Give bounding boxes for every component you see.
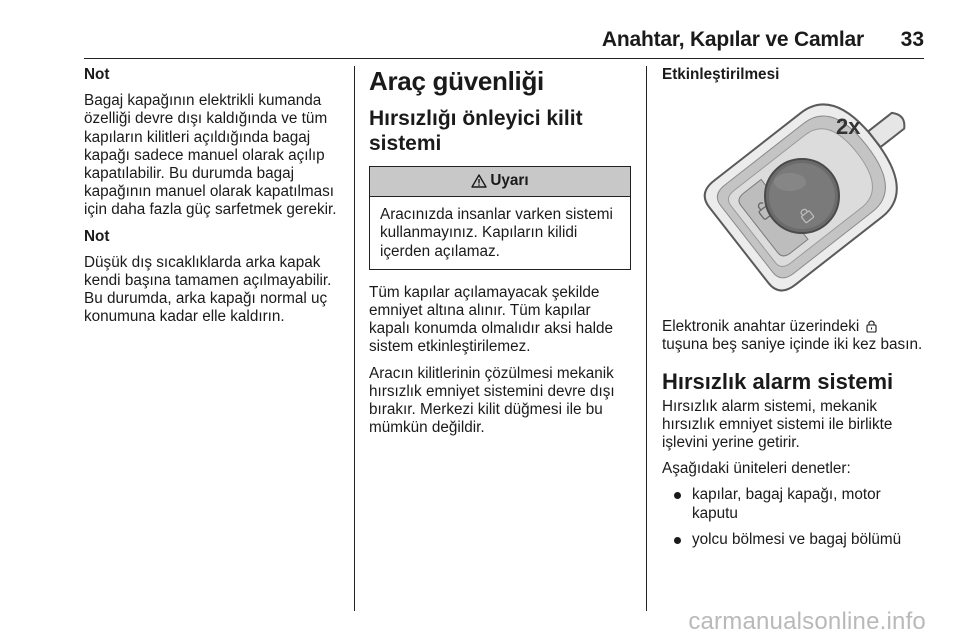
body-paragraph: Aracın kilitlerinin çözülmesi mekanik hırsızlık emniyet sistemini devre dışı bırakır. Merkezi kilit düğmesi ile bu mümkün değildir.: [369, 364, 615, 437]
note-block-1: [84, 66, 346, 220]
list-item-text: yolcu bölmesi ve bagaj bölümü: [692, 530, 902, 548]
activation-text-part1: Elektronik anahtar üzerindeki: [662, 318, 860, 336]
electronic-key-illustration: [664, 92, 922, 304]
warning-text: Aracınızda insanlar varken sistemi kullanmayınız. Kapıların kilidi içerden açılamaz.: [380, 206, 613, 260]
note-heading: Not: [84, 227, 110, 245]
press-count-label: 2x: [836, 114, 861, 140]
body-paragraph: Hırsızlık alarm sistemi, mekanik hırsızlık emniyet sistemi ile birlikte işlevini yerine getirir.: [662, 397, 893, 452]
warning-triangle-icon: [471, 174, 487, 188]
column-1: [84, 66, 346, 335]
column-3: [662, 66, 926, 557]
monitored-units-list: [662, 486, 926, 549]
list-item-text: kapılar, bagaj kapağı, motor kaputu: [692, 486, 881, 522]
column-divider-2: [646, 66, 647, 611]
list-item: [662, 486, 926, 522]
warning-box: [369, 166, 631, 270]
column-divider-1: [354, 66, 355, 611]
watermark: carmanualsonline.info: [688, 608, 926, 635]
note-block-2: [84, 228, 346, 327]
list-item: [662, 531, 926, 549]
warning-heading: Uyarı: [490, 172, 529, 189]
note-heading: Not: [84, 66, 110, 83]
bullet-icon: [674, 492, 681, 499]
section-title: Araç güvenliği: [369, 66, 544, 96]
note-text: Düşük dış sıcaklıklarda arka kapak kendi başına tamamen açılmayabilir. Bu durumda, arka kapağı normal uç konumuna kadar elle kaldırın.: [84, 253, 332, 326]
page-header-title: Anahtar, Kapılar ve Camlar: [601, 28, 864, 51]
body-paragraph: Aşağıdaki üniteleri denetler:: [662, 460, 851, 478]
body-paragraph: Tüm kapılar açılamayacak şekilde emniyet altına alınır. Tüm kapılar kapalı konumda olmalıdır aksi halde sistem etkinleştirilemez.: [369, 283, 614, 356]
page-number: 33: [900, 28, 924, 51]
note-text: Bagaj kapağının elektrikli kumanda özelliği devre dışı kaldığında ve tüm kapıların kilitleri açıldığında bagaj kapağı sadece manuel olarak açılıp kapatılabilir. Bu durumda bagaj kapağının manuel olarak kapatılması için daha fazla güç sarfetmek gerekir.: [84, 92, 337, 219]
lock-icon: [866, 319, 877, 333]
alarm-section-title: Hırsızlık alarm sistemi: [662, 368, 894, 394]
header-divider: [84, 58, 924, 59]
column-2: [369, 66, 631, 445]
activation-text-part2: tuşuna beş saniye içinde iki kez basın.: [662, 336, 923, 354]
warning-header: [370, 167, 630, 197]
activation-heading: Etkinleştirilmesi: [662, 66, 780, 83]
bullet-icon: [674, 537, 681, 544]
activation-instruction: [662, 318, 926, 354]
section-subtitle: Hırsızlığı önleyici kilit sistemi: [369, 107, 583, 155]
